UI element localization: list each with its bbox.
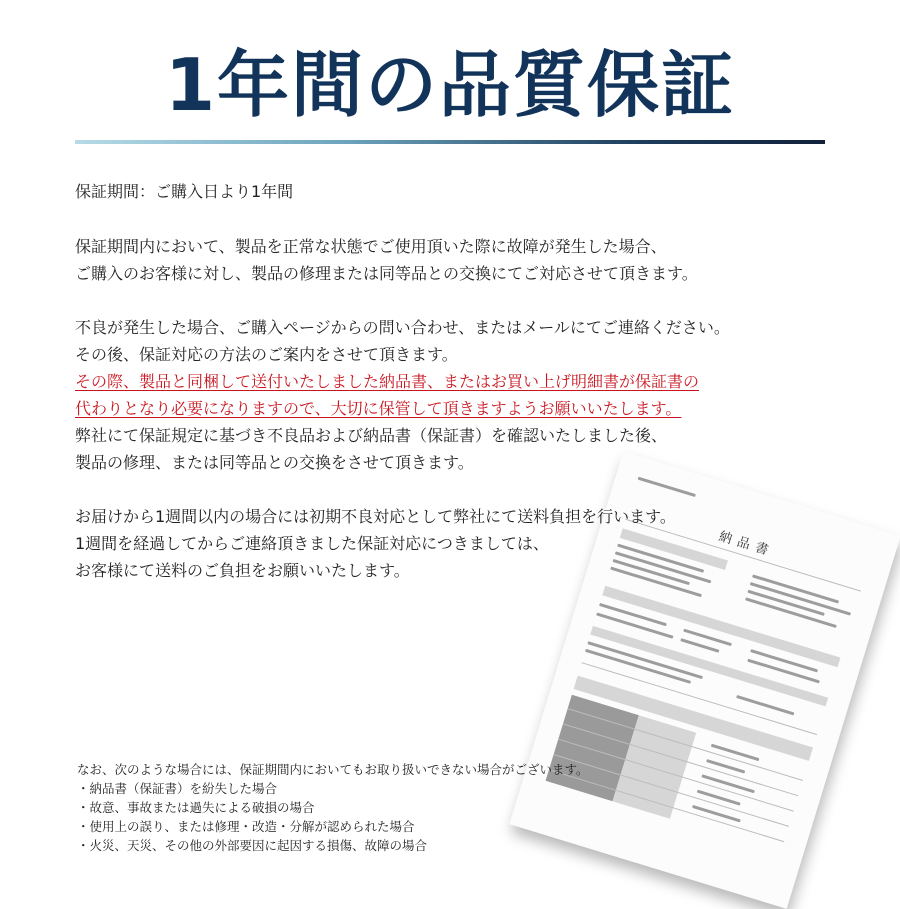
paragraph2-line1: 不良が発生した場合、ご購入ページからの問い合わせ、またはメールにてご連絡ください。	[75, 318, 730, 337]
paragraph1-line1: 保証期間内において、製品を正常な状態でご使用頂いた際に故障が発生した場合、	[75, 237, 667, 256]
paragraph4-line1: お届けから1週間以内の場合には初期不良対応として弊社にて送料負担を行います。	[75, 507, 676, 526]
paragraph4-line2: 1週間を経過してからご連絡頂きました保証対応につきましては、	[75, 534, 549, 553]
notice-red-line1: その際、製品と同梱して送付いたしました納品書、またはお買い上げ明細書が保証書の	[75, 372, 700, 391]
paragraph4-line3: お客様にて送料のご負担をお願いいたします。	[75, 561, 410, 580]
exclusion-item: ・故意、事故または過失による破損の場合	[77, 800, 315, 815]
paragraph1-line2: ご購入のお客様に対し、製品の修理または同等品との交換にてご対応させて頂きます。	[75, 264, 698, 283]
exclusion-item: ・納品書（保証書）を紛失した場合	[77, 781, 278, 796]
exclusions-intro: なお、次のような場合には、保証期間内においてもお取り扱いできない場合がございます。	[77, 762, 589, 777]
warranty-period: 保証期間：ご購入日より1年間	[75, 182, 294, 201]
paragraph2-line2: その後、保証対応の方法のご案内をさせて頂きます。	[75, 345, 458, 364]
invoice-title: 納品書	[716, 529, 776, 561]
page-title: 1年間の品質保証	[164, 43, 736, 127]
exclusion-item: ・火災、天災、その他の外部要因に起因する損傷、故障の場合	[77, 838, 428, 853]
notice-red-line2: 代わりとなり必要になりますので、大切に保管して頂きますようお願いいたします。	[75, 399, 682, 418]
exclusion-item: ・使用上の誤り、または修理・改造・分解が認められた場合	[77, 819, 415, 834]
title-divider	[75, 140, 825, 144]
paragraph3-line1: 弊社にて保証規定に基づき不良品および納品書（保証書）を確認いたしました後、	[75, 426, 668, 445]
paragraph3-line2: 製品の修理、または同等品との交換をさせて頂きます。	[75, 453, 474, 472]
